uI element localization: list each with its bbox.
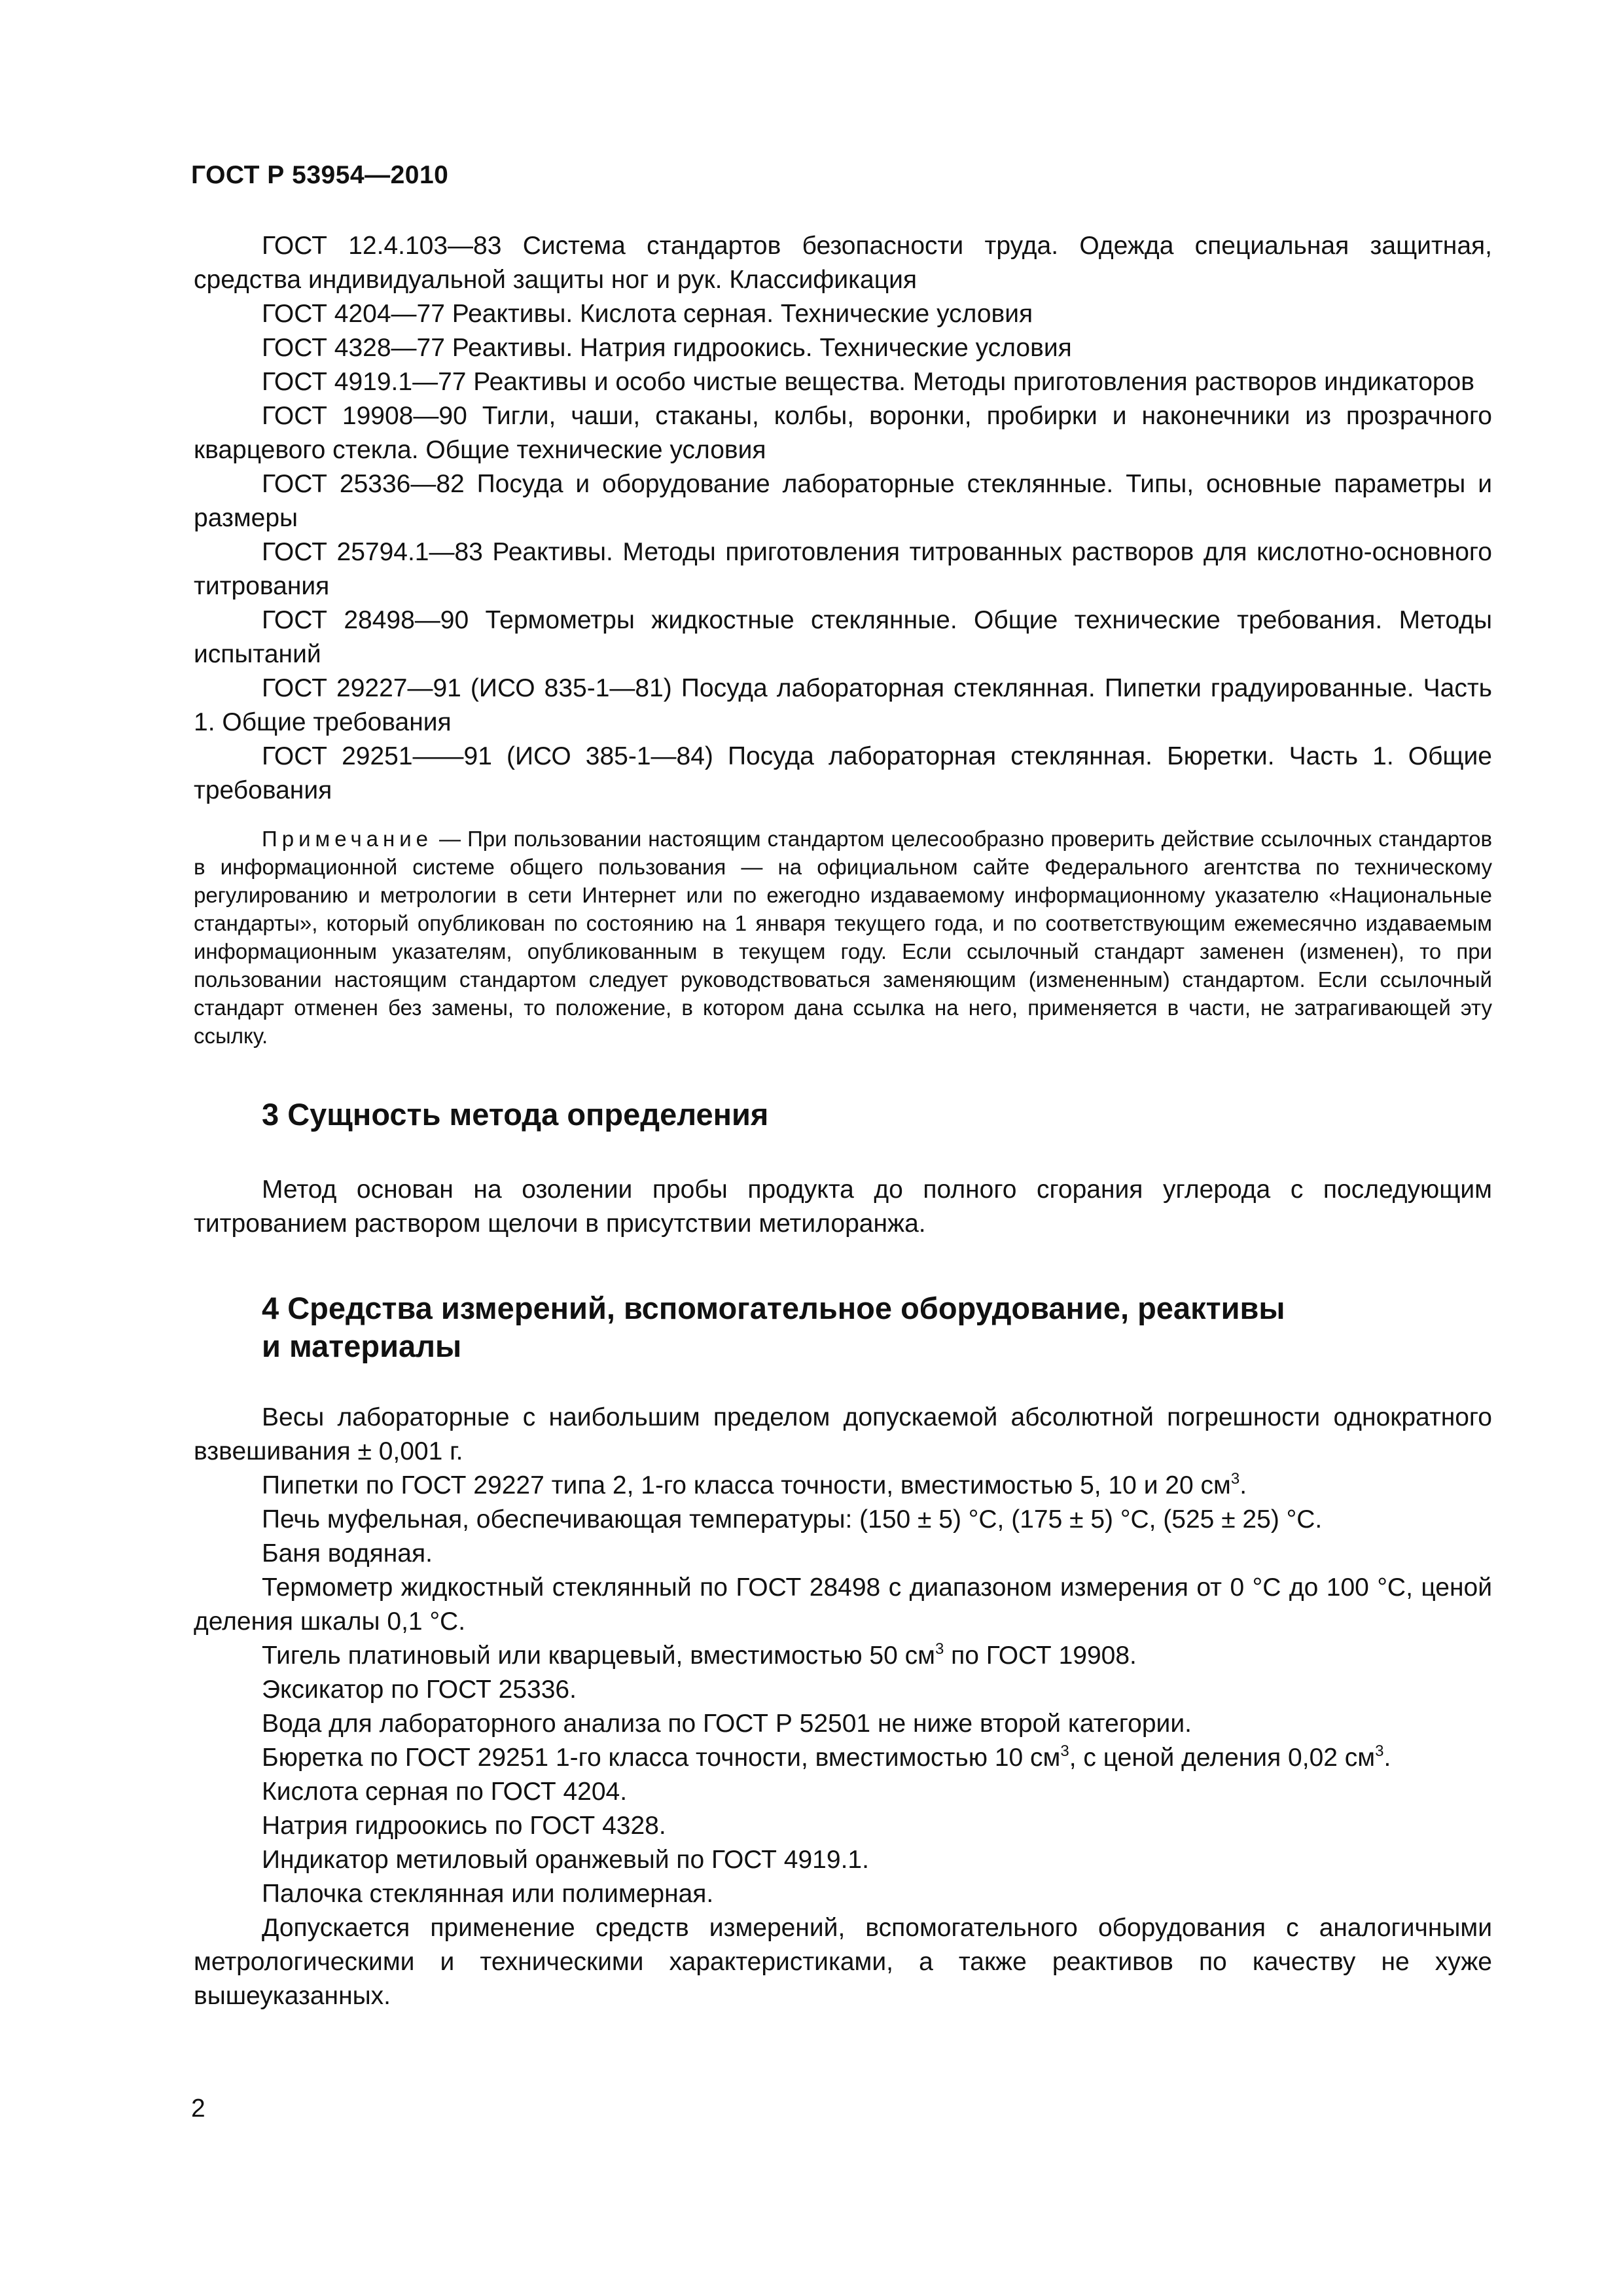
reference-item: ГОСТ 25336—82 Посуда и оборудование лабораторные стеклянные. Типы, основные параметры и размеры [194, 470, 1492, 532]
page-body [194, 229, 1492, 2013]
equipment-allowance-text: Допускается применение средств измерений, вспомогательного оборудования с аналогичными метрологическими и техническими характеристиками, а также реактивов по качеству не хуже вышеуказанных. [194, 1914, 1492, 2010]
equipment-list [194, 1401, 1492, 2013]
burette-text-mid: , с ценой деления 0,02 см [1069, 1744, 1376, 1772]
note-block [194, 825, 1492, 1050]
section-4-heading-line-2: и материалы [262, 1329, 462, 1363]
pipettes-end: . [1240, 1471, 1247, 1499]
reference-item: ГОСТ 19908—90 Тигли, чаши, стаканы, колбы, воронки, пробирки и наконечники из прозрачного кварцевого стекла. Общие технические условия [194, 402, 1492, 464]
equipment-item-water: Вода для лабораторного анализа по ГОСТ Р 52501 не ниже второй категории. [262, 1710, 1192, 1738]
unit-exponent: 3 [1060, 1742, 1069, 1760]
pipettes-text: Пипетки по ГОСТ 29227 типа 2, 1-го класса точности, вместимостью 5, 10 и 20 см [262, 1471, 1231, 1499]
note-paragraph [194, 825, 1492, 1050]
equipment-item-bath: Баня водяная. [262, 1539, 433, 1568]
equipment-item-pipettes [194, 1469, 1492, 1503]
reference-item: ГОСТ 4204—77 Реактивы. Кислота серная. Технические условия [262, 300, 1033, 328]
normative-references-list [194, 229, 1492, 808]
reference-item: ГОСТ 4328—77 Реактивы. Натрия гидроокись. Технические условия [262, 334, 1072, 362]
equipment-item-acid: Кислота серная по ГОСТ 4204. [262, 1778, 628, 1806]
section-3-heading: 3 Сущность метода определения [262, 1097, 769, 1132]
reference-item: ГОСТ 12.4.103—83 Система стандартов безопасности труда. Одежда специальная защитная, средства индивидуальной защиты ног и рук. Классификация [194, 232, 1492, 294]
unit-exponent: 3 [1230, 1470, 1240, 1488]
equipment-item-crucible [194, 1639, 1492, 1673]
reference-item: ГОСТ 28498—90 Термометры жидкостные стеклянные. Общие технические требования. Методы испытаний [194, 606, 1492, 668]
reference-item: ГОСТ 4919.1—77 Реактивы и особо чистые вещества. Методы приготовления растворов индикаторов [262, 368, 1474, 396]
equipment-item-hydroxide: Натрия гидроокись по ГОСТ 4328. [262, 1812, 666, 1840]
note-label: Примечание [262, 827, 433, 851]
burette-text: Бюретка по ГОСТ 29251 1-го класса точности, вместимостью 10 см [262, 1744, 1061, 1772]
section-4-heading [194, 1289, 1492, 1365]
unit-exponent: 3 [1375, 1742, 1384, 1760]
equipment-item-furnace: Печь муфельная, обеспечивающая температуры: (150 ± 5) °С, (175 ± 5) °С, (525 ± 25) °С. [262, 1505, 1323, 1534]
equipment-item-burette [194, 1741, 1492, 1775]
crucible-text-end: по ГОСТ 19908. [944, 1641, 1137, 1670]
equipment-item-scales: Весы лабораторные с наибольшим пределом допускаемой абсолютной погрешности однократного взвешивания ± 0,001 г. [194, 1403, 1492, 1465]
page-number: 2 [191, 2094, 205, 2123]
unit-exponent: 3 [935, 1640, 944, 1658]
reference-item: ГОСТ 29251——91 (ИСО 385-1—84) Посуда лабораторная стеклянная. Бюретки. Часть 1. Общие требования [194, 742, 1492, 804]
equipment-item-desiccator: Эксикатор по ГОСТ 25336. [262, 1676, 577, 1704]
crucible-text: Тигель платиновый или кварцевый, вместимостью 50 см [262, 1641, 935, 1670]
equipment-item-indicator: Индикатор метиловый оранжевый по ГОСТ 4919.1. [262, 1846, 869, 1874]
reference-item: ГОСТ 29227—91 (ИСО 835-1—81) Посуда лабораторная стеклянная. Пипетки градуированные. Часть 1. Общие требования [194, 674, 1492, 736]
section-4-heading-line-1: 4 Средства измерений, вспомогательное оборудование, реактивы [262, 1291, 1285, 1325]
document-code-header: ГОСТ Р 53954—2010 [191, 161, 449, 189]
reference-item: ГОСТ 25794.1—83 Реактивы. Методы приготовления титрованных растворов для кислотно-основного титрования [194, 538, 1492, 600]
section-3-text: Метод основан на озолении пробы продукта до полного сгорания углерода с последующим титрованием раствором щелочи в присутствии метилоранжа. [194, 1175, 1492, 1238]
equipment-item-rod: Палочка стеклянная или полимерная. [262, 1880, 714, 1908]
burette-text-end: . [1383, 1744, 1391, 1772]
equipment-item-thermometer: Термометр жидкостный стеклянный по ГОСТ 28498 с диапазоном измерения от 0 °С до 100 °С, ценой деления шкалы 0,1 °С. [194, 1573, 1492, 1636]
note-text: — При пользовании настоящим стандартом целесообразно проверить действие ссылочных стандартов в информационной системе общего пользования — на официальном сайте Федерального агентства по техническому регулированию и метрологии в сети Интернет или по ежегодно издаваемому информационному указателю «Национальные стандарты», который опубликован по состоянию на 1 января текущего года, и по соответствующим ежемесячно издаваемым информационным указателям, опубликованным в текущем году. Если ссылочный стандарт заменен (изменен), то при пользовании настоящим стандартом следует руководствоваться заменяющим (измененным) стандартом. Если ссылочный стандарт отменен без замены, то положение, в котором дана ссылка на него, применяется в части, не затрагивающей эту ссылку. [194, 827, 1492, 1048]
